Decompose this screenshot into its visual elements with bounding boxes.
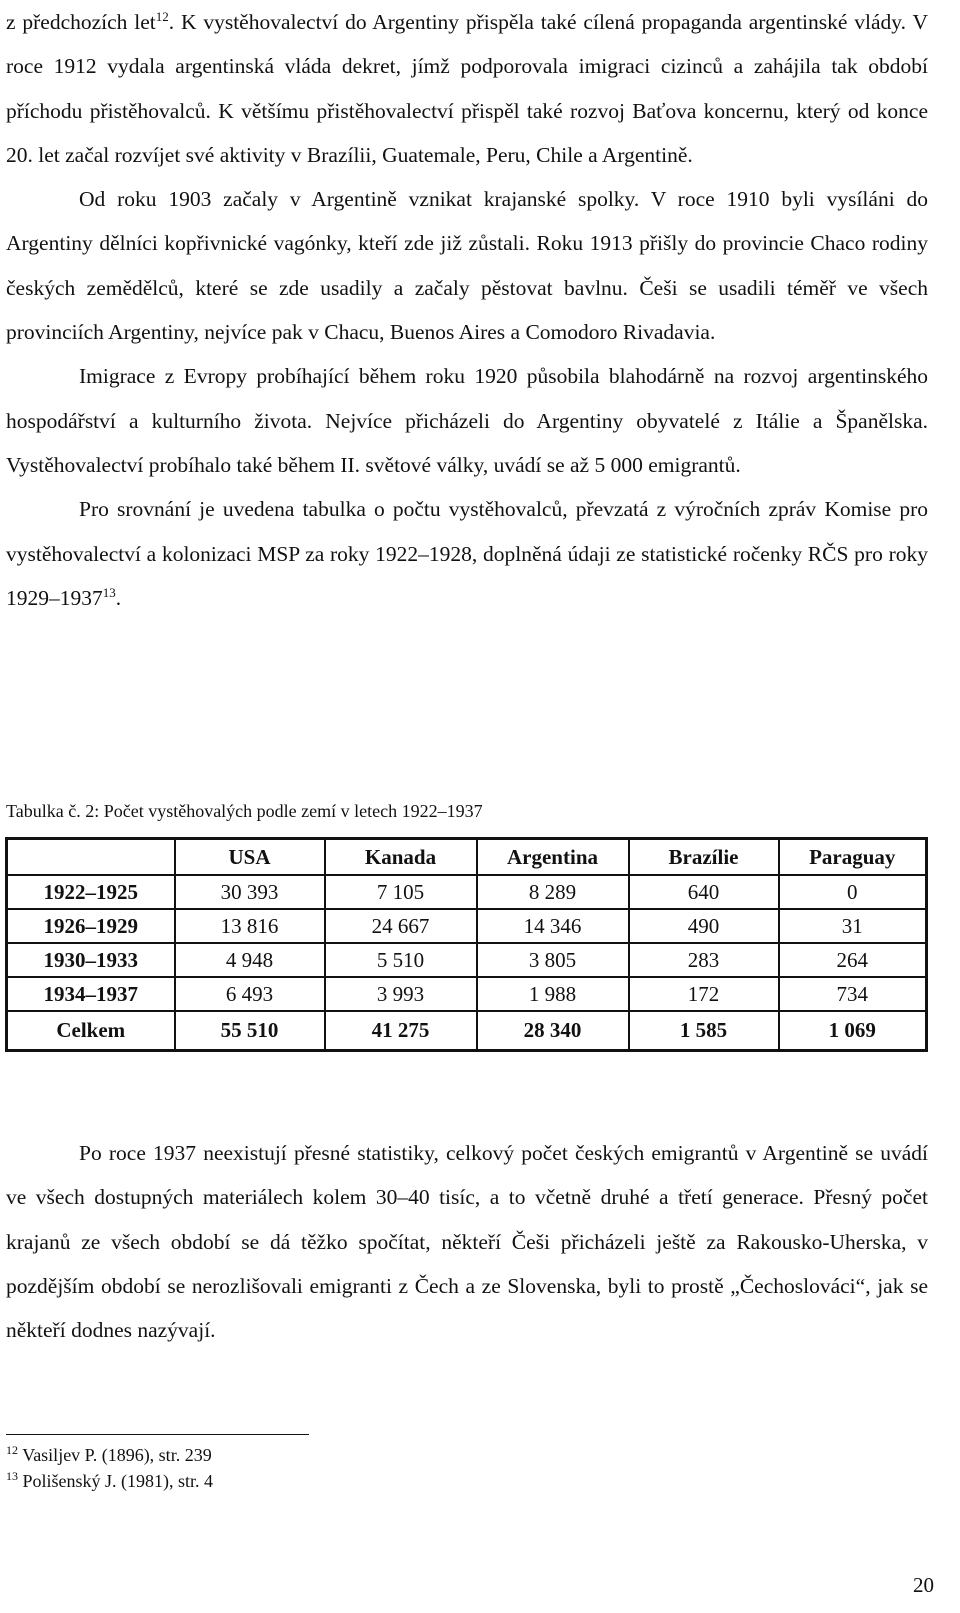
table-header-row [7,839,927,876]
table-cell: 490 [629,909,779,943]
row-label: 1922–1925 [7,875,175,909]
header-cell [7,839,175,876]
emigration-table [5,837,928,1052]
table-cell: 264 [779,943,927,977]
table-cell: 7 105 [325,875,477,909]
table-cell: 5 510 [325,943,477,977]
table-row [7,909,927,943]
text-body-top [6,0,928,620]
header-cell: Brazílie [629,839,779,876]
table-cell: 28 340 [477,1011,629,1051]
header-cell: USA [175,839,325,876]
table-cell: 14 346 [477,909,629,943]
paragraph-1: z předchozích let$^{12}$. K vystěhovalectví do Argentiny přispěla také cílená propaganda argentinské vlády. V roce 1912 vydala argentinská vláda dekret, jímž podporovala imigraci cizinců a zahájila tak období příchodu přistěhovalců. K většímu přistěhovalectví přispěl také rozvoj Baťova koncernu, který od konce 20. let začal rozvíjet své aktivity v Brazílii, Guatemale, Peru, Chile a Argentině. [6,8,928,167]
page-number: 20 [913,1573,934,1597]
row-label: 1930–1933 [7,943,175,977]
table-cell: 55 510 [175,1011,325,1051]
table-row [7,875,927,909]
table-cell: 3 993 [325,977,477,1011]
table-cell: 30 393 [175,875,325,909]
table-row [7,943,927,977]
table-cell: 172 [629,977,779,1011]
table-cell: 1 585 [629,1011,779,1051]
header-cell: Kanada [325,839,477,876]
text-body-bottom [6,1131,928,1352]
row-label: 1926–1929 [7,909,175,943]
table-cell: 41 275 [325,1011,477,1051]
paragraph-4: Pro srovnání je uvedena tabulka o počtu vystěhovalců, převzatá z výročních zpráv Komise pro vystěhovalectví a kolonizaci MSP za roky 1922–1928, doplněná údaji ze statistické ročenky RČS pro roky 1929–1937$^{13}$. [6,497,928,610]
table-cell: 640 [629,875,779,909]
header-cell: Paraguay [779,839,927,876]
footnote-ref-12[interactable]: 12 [155,8,169,24]
table-cell: 1 069 [779,1011,927,1051]
row-label: 1934–1937 [7,977,175,1011]
footnote-ref-13[interactable]: 13 [102,584,116,600]
paragraph-5: Po roce 1937 neexistují přesné statistiky, celkový počet českých emigrantů v Argentině se uvádí ve všech dostupných materiálech kolem 30–40 tisíc, a to včetně druhé a třetí generace. Přesný počet krajanů ze všech období se dá těžko spočítat, někteří Češi přicházeli ještě za Rakousko-Uherska, v pozdějším období se nerozlišovali emigranti z Čech a ze Slovenska, byli to prostě „Čechoslováci“, jak se někteří dodnes nazývají. [6,1141,928,1343]
table-cell: 31 [779,909,927,943]
table-cell: 4 948 [175,943,325,977]
paragraph-2: Od roku 1903 začaly v Argentině vznikat krajanské spolky. V roce 1910 byli vysíláni do Argentiny dělníci kopřivnické vagónky, kteří zde již zůstali. Roku 1913 přišly do provincie Chaco rodiny českých zemědělců, které se zde usadily a začaly pěstovat bavlnu. Češi se usadili téměř ve všech provinciích Argentiny, nejvíce pak v Chacu, Buenos Aires a Comodoro Rivadavia. [6,187,928,345]
paragraph-3: Imigrace z Evropy probíhající během roku 1920 působila blahodárně na rozvoj argentinského hospodářství a kulturního života. Nejvíce přicházeli do Argentiny obyvatelé z Itálie a Španělska. Vystěhovalectví probíhalo také během II. světové války, uvádí se až 5 000 emigrantů. [6,364,928,477]
table-cell: 13 816 [175,909,325,943]
table-cell: 0 [779,875,927,909]
table-cell: 24 667 [325,909,477,943]
table-cell: 6 493 [175,977,325,1011]
table-total-row [7,1011,927,1051]
footnote-13: $^{13}$ Polišenský J. (1981), str. 4 [6,1469,214,1491]
table-cell: 1 988 [477,977,629,1011]
table-cell: 3 805 [477,943,629,977]
footnotes [6,1442,213,1494]
table-caption: Tabulka č. 2: Počet vystěhovalých podle zemí v letech 1922–1937 [6,801,483,821]
footnote-12: $^{12}$ Vasiljev P. (1896), str. 239 [6,1443,212,1465]
table-cell: 8 289 [477,875,629,909]
row-label: Celkem [7,1011,175,1051]
header-cell: Argentina [477,839,629,876]
table-cell: 734 [779,977,927,1011]
table-cell: 283 [629,943,779,977]
footnote-separator [6,1434,309,1435]
table-row [7,977,927,1011]
